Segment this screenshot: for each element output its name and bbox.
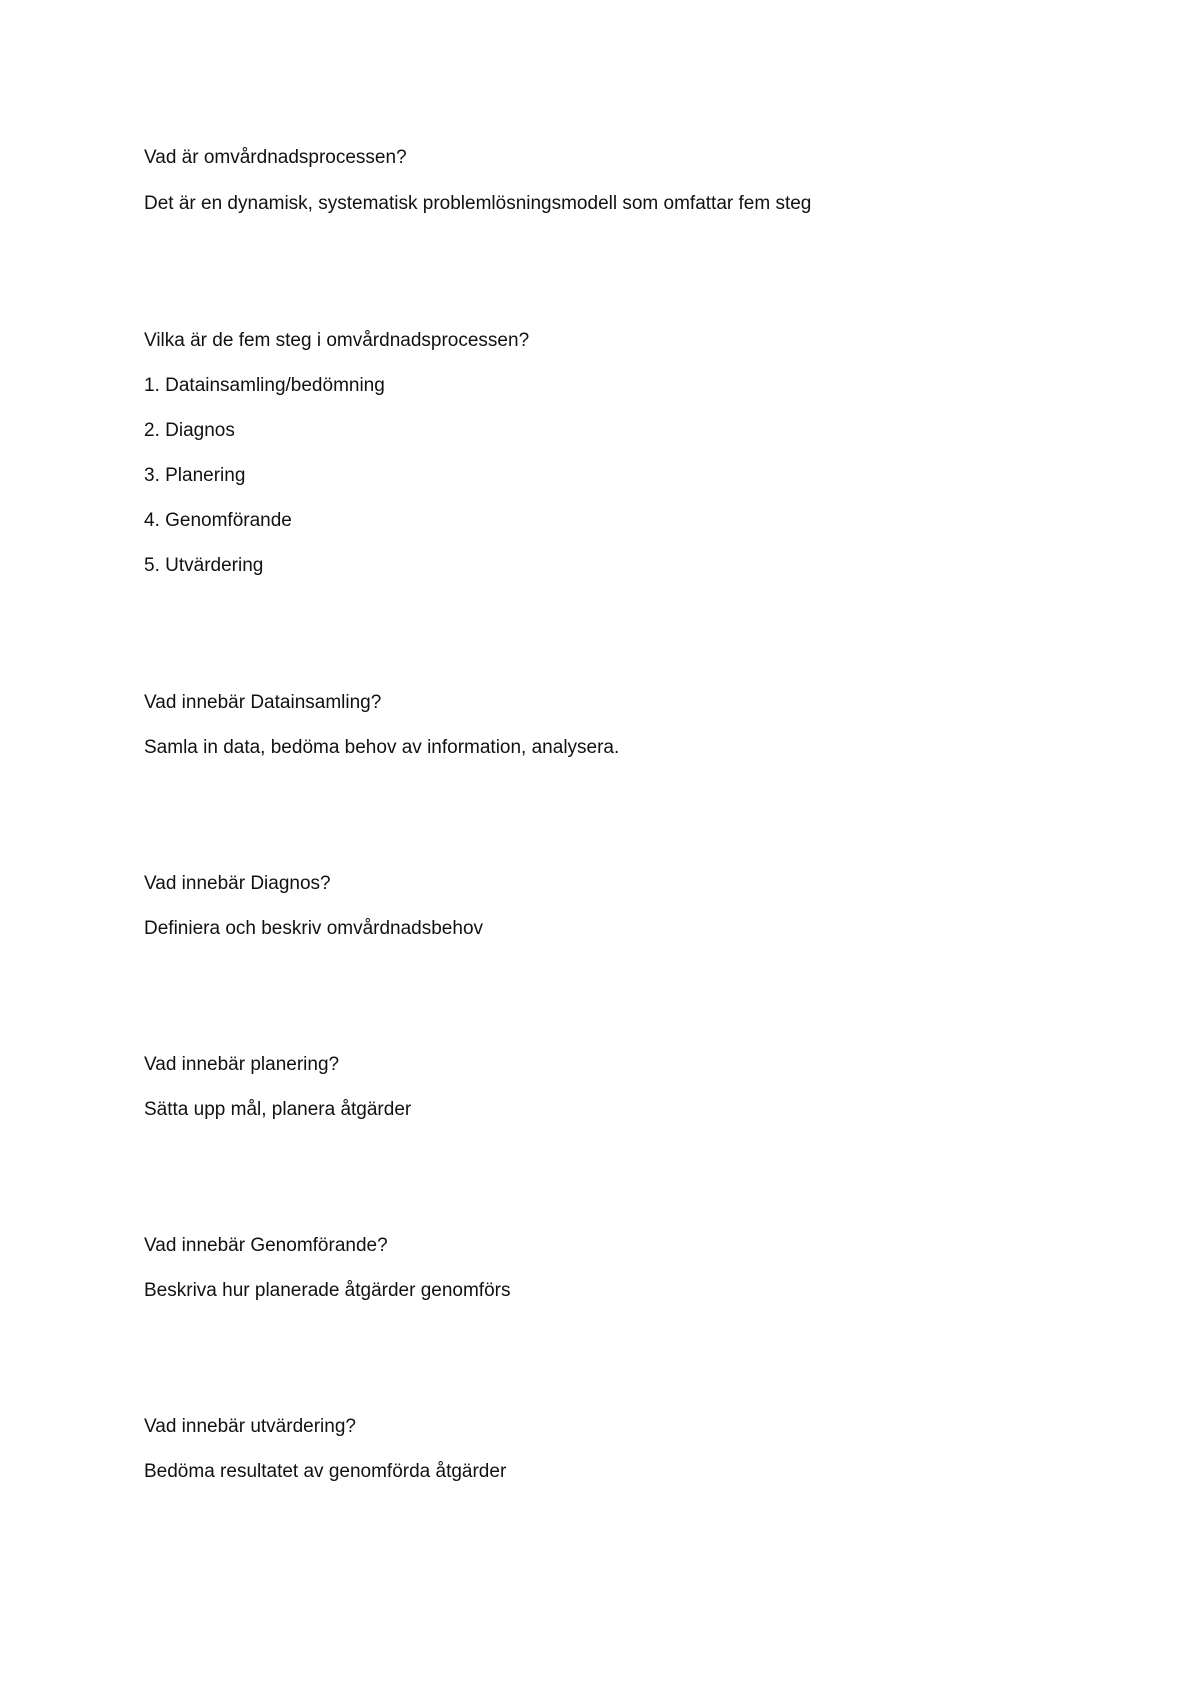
answer-utvardering: Bedöma resultatet av genomförda åtgärder [144, 1461, 507, 1482]
question-genomforande: Vad innebär Genomförande? [144, 1235, 388, 1256]
question-utvardering: Vad innebär utvärdering? [144, 1416, 356, 1437]
question-diagnos: Vad innebär Diagnos? [144, 873, 331, 894]
question-five-steps: Vilka är de fem steg i omvårdnadsprocessen? [144, 330, 530, 351]
question-planering: Vad innebär planering? [144, 1054, 340, 1075]
answer-genomforande: Beskriva hur planerade åtgärder genomförs [144, 1280, 511, 1301]
answer-datainsamling: Samla in data, bedöma behov av information, analysera. [144, 737, 620, 758]
step-item: 2. Diagnos [144, 420, 235, 441]
answer-diagnos: Definiera och beskriv omvårdnadsbehov [144, 918, 484, 939]
step-item: 1. Datainsamling/bedömning [144, 375, 385, 396]
step-item: 4. Genomförande [144, 510, 292, 531]
question-what-is-nursing-process: Vad är omvårdnadsprocessen? [144, 147, 407, 168]
question-datainsamling: Vad innebär Datainsamling? [144, 692, 382, 713]
answer-planering: Sätta upp mål, planera åtgärder [144, 1099, 412, 1120]
answer-what-is-nursing-process: Det är en dynamisk, systematisk problemlösningsmodell som omfattar fem steg [144, 193, 812, 214]
step-item: 3. Planering [144, 465, 246, 486]
step-item: 5. Utvärdering [144, 555, 264, 576]
